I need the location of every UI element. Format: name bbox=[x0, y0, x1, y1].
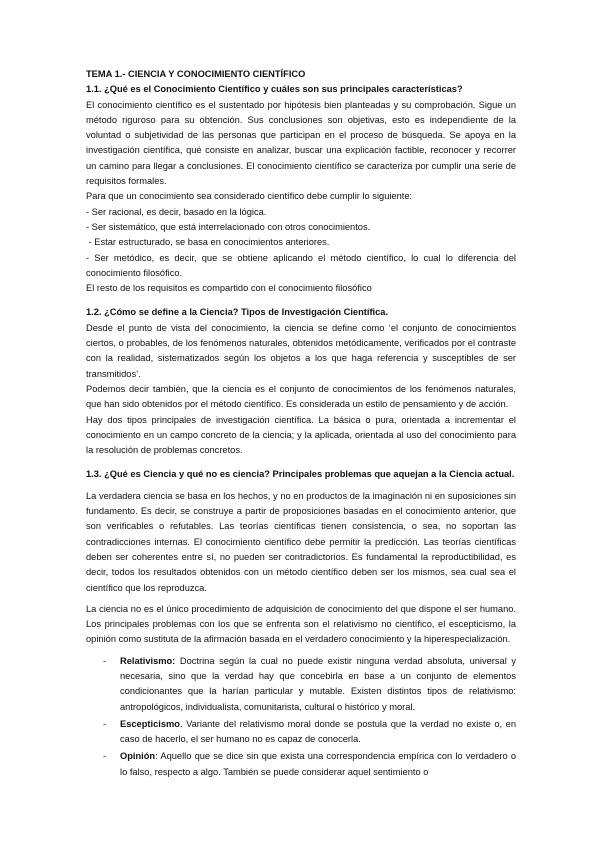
term-escepticismo: Escepticismo bbox=[120, 718, 180, 729]
document-title: TEMA 1.- CIENCIA Y CONOCIMIENTO CIENTÍFICO bbox=[86, 69, 306, 79]
section-2-heading: 1.2. ¿Cómo se define a la Ciencia? Tipos de Investigación Científica. bbox=[86, 307, 389, 318]
term-definition: Doctrina según la cual no puede existir ninguna verdad absoluta, universal y necesaria, sino que la verdad hay que concebirla en base a un conjunto de elementos condicionantes que la harían particular y mutable. Existen distintos tipos de relativismo: antropológicos, individualista, comunitarista, cultural o histórico y moral. bbox=[120, 655, 516, 712]
list-bullet: - bbox=[103, 718, 107, 729]
term-opinion: Opinión bbox=[120, 751, 156, 762]
section-1-closing: El resto de los requisitos es compartido con el conocimiento filosófico bbox=[86, 283, 372, 294]
section-2-paragraph-3: Hay dos tipos principales de investigación científica. La básica o pura, orientada a incrementar el conocimiento en un campo concreto de la ciencia; y la aplicada, orientada al uso del conocimiento para la resolución de problemas concretos. bbox=[86, 414, 516, 456]
problems-list bbox=[86, 654, 516, 780]
requirement-1: - Ser racional, es decir, basado en la lógica. bbox=[86, 206, 267, 217]
term-definition: : Aquello que se dice sin que exista una correspondencia empírica con lo verdadero o lo falso, respecto a algo. También se puede considerar aquel sentimiento o bbox=[120, 751, 516, 777]
requirement-2: - Ser sistemático, que está interrelacionado con otros conocimientos. bbox=[86, 221, 371, 232]
list-item bbox=[86, 654, 516, 715]
requirement-3: - Estar estructurado, se basa en conocimientos anteriores. bbox=[86, 237, 330, 248]
list-item bbox=[86, 749, 516, 780]
document-body bbox=[86, 67, 516, 782]
term-relativismo: Relativismo: bbox=[120, 655, 176, 666]
section-3-heading: 1.3. ¿Qué es Ciencia y qué no es ciencia? Principales problemas que aquejan a la Ciencia actual. bbox=[86, 469, 515, 480]
section-1-heading: 1.1. ¿Qué es el Conocimiento Científico y cuáles son sus principales características? bbox=[86, 84, 463, 95]
list-bullet: - bbox=[103, 655, 107, 666]
requirement-4: - Ser metódico, es decir, que se obtiene aplicando el método científico, lo cual lo diferencia del conocimiento filosófico. bbox=[86, 252, 516, 278]
list-bullet: - bbox=[103, 751, 107, 762]
section-1-intro: El conocimiento científico es el sustentado por hipótesis bien planteadas y su comprobación. Sigue un método riguroso para su obtención. Sus conclusiones son objetivas, esto es independiente de la voluntad o subjetividad de las personas que participan en el proceso de búsqueda. Se apoya en la investigación científica, qué consiste en analizar, buscar una explicación factible, reconocer y recorrer un camino para llegar a conclusiones. El conocimiento científico se caracteriza por cumplir una serie de requisitos formales. bbox=[86, 99, 516, 187]
section-1-lead: Para que un conocimiento sea considerado científico debe cumplir lo siguiente: bbox=[86, 191, 413, 202]
section-3-paragraph-2: La ciencia no es el único procedimiento de adquisición de conocimiento del que dispone el ser humano. Los principales problemas con los que se enfrenta son el relativismo no científico, el escepticismo, la opinión como sustituta de la afirmación basada en el verdadero conocimiento y la hiperespecialización. bbox=[86, 603, 516, 645]
section-2-paragraph-2: Podemos decir también, que la ciencia es el conjunto de conocimientos de los fenómenos naturales, que han sido obtenidos por el método científico. Es considerada un estilo de pensamiento y de acción. bbox=[86, 383, 516, 410]
term-definition: . Variante del relativismo moral donde se postula que la verdad no existe o, en caso de hacerlo, el ser humano no es capaz de conocerla. bbox=[120, 718, 516, 745]
section-2-paragraph-1: Desde el punto de vista del conocimiento, la ciencia se define como ‘el conjunto de conocimientos ciertos, o probables, de los fenómenos naturales, obtenidos metódicamente, verificados por el contraste con la realidad, sistematizados según los objetos a los que haga referencia y susceptibles de ser transmitidos’. bbox=[86, 322, 516, 379]
section-3-paragraph-1: La verdadera ciencia se basa en los hechos, y no en productos de la imaginación ni en suposiciones sin fundamento. Es decir, se construye a partir de proposiciones basadas en el conocimiento anterior, que son verificables o refutables. Las teorías científicas tienen consistencia, o sea, no soportan las contradicciones internas. El conocimiento científico debe permitir la predicción. Las teorías científicas deben ser coherentes entre sí, no pueden ser contradictorios. Es fundamental la reproductibilidad, es decir, todos los resultados obtenidos con un método científico deben ser los mismos, sea cual sea el científico que los reproduzca. bbox=[86, 490, 516, 593]
list-item bbox=[86, 717, 516, 748]
